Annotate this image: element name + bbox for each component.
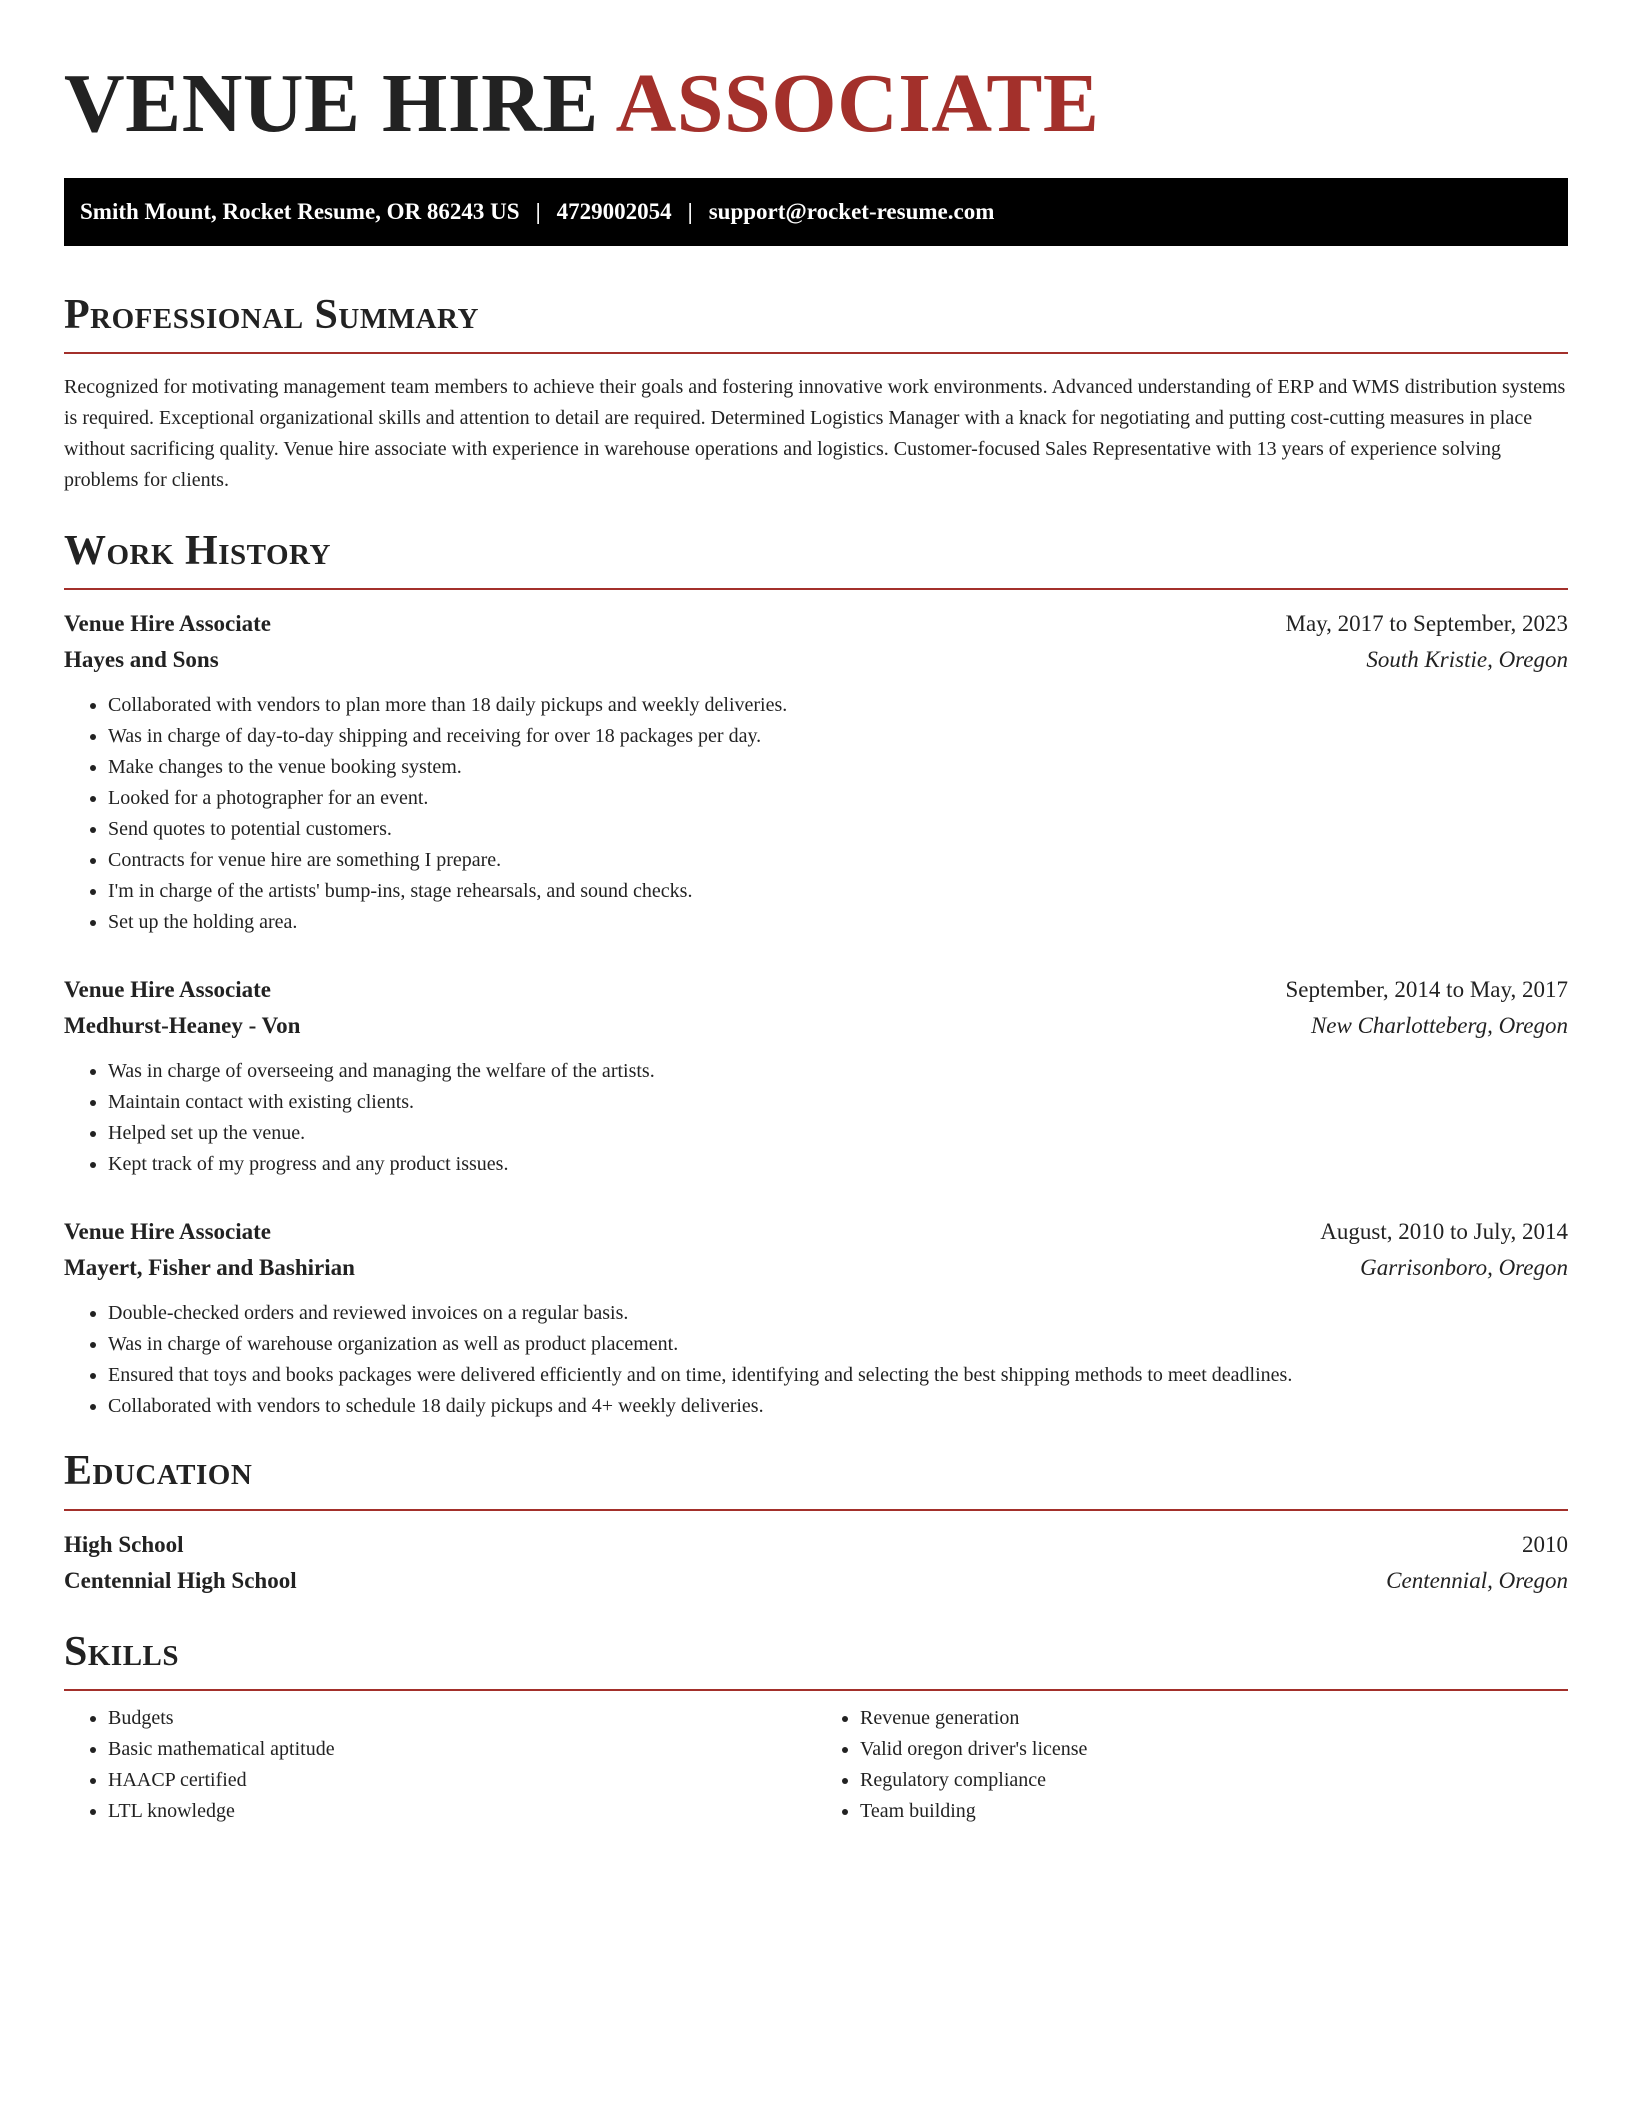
work-history-section: [64, 528, 1568, 1422]
job-bullet: • Kept track of my progress and any product issues.: [108, 1149, 1568, 1180]
job-bullet: • Maintain contact with existing clients.: [108, 1087, 1568, 1118]
job-title: Venue Hire Associate: [64, 977, 271, 1003]
job-company-row: [64, 642, 1568, 678]
section-heading-work-history: Work History: [64, 528, 331, 575]
education-location: Centennial, Oregon: [1386, 1567, 1568, 1593]
job-bullet: • Helped set up the venue.: [108, 1118, 1568, 1149]
job-entry: [64, 972, 1568, 1180]
job-bullet: • Was in charge of overseeing and managing the welfare of the artists.: [108, 1056, 1568, 1087]
resume-page: [64, 50, 1568, 1827]
job-entry: [64, 606, 1568, 938]
skill-item: • Regulatory compliance: [860, 1765, 1568, 1796]
education-section: [64, 1448, 1568, 1598]
job-dates: August, 2010 to July, 2014: [1320, 1219, 1568, 1245]
summary-text: Recognized for motivating management team members to achieve their goals and fostering innovative work environments. Advanced understanding of ERP and WMS distribution systems is required. Exceptional organizational skills and attention to detail are required. Determined Logistics Manager with a knack for negotiating and putting cost-cutting measures in place without sacrificing quality. Venue hire associate with experience in warehouse operations and logistics. Customer-focused Sales Representative with 13 years of experience solving problems for clients.: [64, 376, 1566, 492]
job-header-row: [64, 606, 1568, 642]
job-location: South Kristie, Oregon: [1366, 647, 1568, 673]
contact-separator: |: [535, 199, 541, 224]
job-bullet: • Make changes to the venue booking system.: [108, 752, 1568, 783]
contact-separator: |: [687, 199, 693, 224]
job-company: Medhurst-Heaney - Von: [64, 1013, 301, 1039]
education-row: [64, 1527, 1568, 1563]
job-dates: September, 2014 to May, 2017: [1285, 977, 1568, 1003]
education-entry: [64, 1527, 1568, 1599]
job-header-row: [64, 1214, 1568, 1250]
job-company: Hayes and Sons: [64, 647, 219, 673]
job-company-row: [64, 1008, 1568, 1044]
job-bullet-list: [64, 690, 1568, 938]
job-bullet: • Was in charge of day-to-day shipping and receiving for over 18 packages per day.: [108, 721, 1568, 752]
section-divider: [64, 1689, 1568, 1691]
skills-section: [64, 1629, 1568, 1827]
education-year: 2010: [1522, 1531, 1568, 1557]
skill-item: • LTL knowledge: [108, 1796, 816, 1827]
job-header-row: [64, 972, 1568, 1008]
job-company: Mayert, Fisher and Bashirian: [64, 1255, 355, 1281]
skill-item: • Valid oregon driver's license: [860, 1734, 1568, 1765]
job-bullet: • Send quotes to potential customers.: [108, 814, 1568, 845]
skill-item: • Team building: [860, 1796, 1568, 1827]
section-heading-skills: Skills: [64, 1628, 180, 1675]
education-school: Centennial High School: [64, 1567, 297, 1593]
contact-phone: 4729002054: [556, 199, 672, 224]
section-heading-education: Education: [64, 1448, 253, 1495]
title-main: VENUE HIRE: [64, 57, 599, 150]
job-bullet: • Was in charge of warehouse organization as well as product placement.: [108, 1329, 1568, 1360]
resume-title: [64, 57, 1568, 150]
job-bullet-list: [64, 1298, 1568, 1422]
section-divider: [64, 588, 1568, 590]
job-entry: [64, 1214, 1568, 1422]
section-divider: [64, 1509, 1568, 1511]
section-divider: [64, 352, 1568, 354]
job-bullet: • Set up the holding area.: [108, 907, 1568, 938]
job-list: [64, 606, 1568, 1422]
job-bullet: • I'm in charge of the artists' bump-ins, stage rehearsals, and sound checks.: [108, 876, 1568, 907]
job-bullet-list: [64, 1056, 1568, 1180]
skill-item: • Basic mathematical aptitude: [108, 1734, 816, 1765]
education-row: [64, 1563, 1568, 1599]
job-title: Venue Hire Associate: [64, 1219, 271, 1245]
contact-email: support@rocket-resume.com: [708, 199, 995, 224]
job-company-row: [64, 1250, 1568, 1286]
title-accent: ASSOCIATE: [615, 57, 1100, 150]
job-location: Garrisonboro, Oregon: [1360, 1255, 1568, 1281]
skill-item: • HAACP certified: [108, 1765, 816, 1796]
skills-column-right: [816, 1703, 1568, 1827]
job-bullet: • Ensured that toys and books packages were delivered efficiently and on time, identifying and selecting the best shipping methods to meet deadlines.: [108, 1360, 1568, 1391]
job-bullet: • Contracts for venue hire are something I prepare.: [108, 845, 1568, 876]
skills-grid: [64, 1703, 1568, 1827]
contact-address: Smith Mount, Rocket Resume, OR 86243 US: [80, 199, 520, 224]
summary-section: [64, 292, 1568, 496]
job-bullet: • Collaborated with vendors to schedule 18 daily pickups and 4+ weekly deliveries.: [108, 1391, 1568, 1422]
job-bullet: • Looked for a photographer for an event.: [108, 783, 1568, 814]
job-dates: May, 2017 to September, 2023: [1285, 611, 1568, 637]
section-heading-summary: Professional Summary: [64, 292, 479, 338]
skills-column-left: [64, 1703, 816, 1827]
job-bullet: • Double-checked orders and reviewed invoices on a regular basis.: [108, 1298, 1568, 1329]
job-location: New Charlotteberg, Oregon: [1310, 1013, 1568, 1039]
job-bullet: • Collaborated with vendors to plan more than 18 daily pickups and weekly deliveries.: [108, 690, 1568, 721]
skill-item: • Revenue generation: [860, 1703, 1568, 1734]
job-title: Venue Hire Associate: [64, 611, 271, 637]
skill-item: • Budgets: [108, 1703, 816, 1734]
education-degree: High School: [64, 1531, 184, 1557]
contact-bar: [64, 178, 1568, 246]
